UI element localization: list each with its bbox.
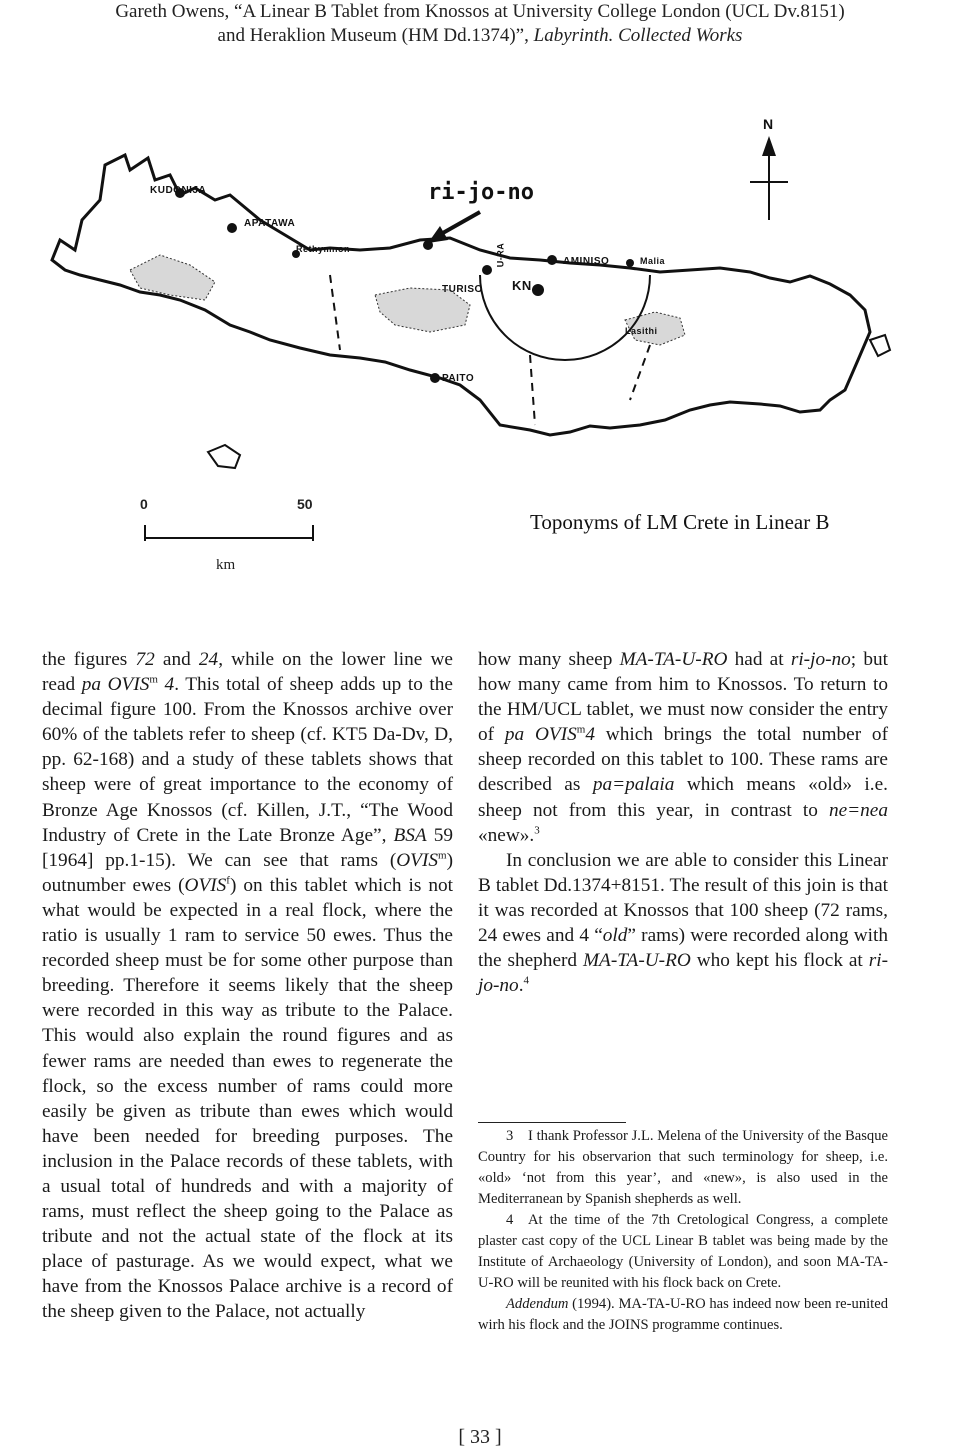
map-label-ura: U-RA: [495, 242, 506, 268]
map-label-kudonija: KUDONIJA: [150, 185, 207, 196]
map-label-paito: PAITO: [442, 373, 475, 384]
map-caption: Toponyms of LM Crete in Linear B: [530, 510, 830, 534]
left-column: [42, 647, 453, 1325]
footnote-addendum: Addendum (1994). MA-TA-U-RO has indeed now been re-united wirh his flock and the JOINS programme continues.: [478, 1296, 888, 1333]
map-label-turiso: TURISO: [442, 284, 483, 295]
site-dot-apatawa: [227, 223, 237, 233]
footnote-3-number: 3: [506, 1128, 514, 1144]
running-head: [0, 0, 960, 48]
running-head-line2: and Heraklion Museum (HM Dd.1374)”, Labyrinth. Collected Works: [217, 25, 743, 46]
footnote-ref-3[interactable]: 3: [534, 824, 540, 837]
right-paragraph-2: In conclusion we are able to consider this Linear B tablet Dd.1374+8151. The result of this join is that it was recorded at Knossos that 100 sheep (72 rams, 24 ewes and 4 “old” rams) were recorded along with the shepherd MA-TA-U-RO who kept his flock at ri-jo-no.$^4$: [478, 849, 888, 997]
map-label-lasithi: Lasithi: [625, 326, 658, 336]
site-dot-aminiso: [547, 255, 557, 265]
scale-unit-label: km: [216, 557, 236, 573]
island-gavdos: [208, 445, 240, 468]
site-dot-paito: [430, 373, 440, 383]
site-dot-turiso: [482, 265, 492, 275]
map-label-aminiso: AMINISO: [563, 256, 610, 267]
left-paragraph: the figures 72 and 24, while on the lower line we read pa OVIS$^m$ 4. This total of sheep adds up to the decimal figure 100. From the Knossos archive over 60% of the tablets refer to sheep (cf. KT5 Da-Dv, D, pp. 62-168) and a study of these tablets shows that sheep were of great importance to the economy of Bronze Age Knossos (cf. Killen, J.T., “The Wood Industry of Crete in the Late Bronze Age”, BSA 59 [1964] pp.1-15). We can see that rams (OVIS$^m$) outnumber ewes (OVIS$^f$) on this tablet which is not what would be expected in a real flock, where the ratio is usually 1 ram to service 50 ewes. Thus the recorded sheep must be for some other purpose than breeding. Therefore it seems likely that the sheep were recorded in this way as tribute to the Palace. This would also explain the round figures and as fewer rams are needed than ewes to regenerate the flock, so the excess number of rams could more easily be given as tribute than ewes which would have been needed for breeding purposes. The inclusion in the Palace records of these tablets, with a usual total of hundreds and with a majority of rams, must reflect the sheep going to the Palace as tribute and not the actual state of the flock at its place of pasturage. As we would expect, what we have from the Knossos Palace archive is a record of the sheep given to the Palace, not actually: [42, 649, 453, 1323]
map-label-rijono: ri-jo-no: [428, 180, 534, 205]
running-head-line1: Gareth Owens, “A Linear B Tablet from Knossos at University College London (UCL Dv.8151): [115, 1, 845, 22]
site-dot-knossos: [532, 284, 544, 296]
scale-label-zero: 0: [140, 496, 148, 512]
journal-title: Labyrinth. Collected Works: [533, 25, 743, 46]
footnote-4: 4 At the time of the 7th Cretological Congress, a complete plaster cast copy of the UCL Linear B tablet was being made by the Institute of Archaeology (University of London), and soon MA-TA-U-RO will be reunited with his flock back on Crete.: [478, 1212, 888, 1291]
scale-bar-icon: [145, 525, 313, 541]
north-label: N: [763, 116, 774, 132]
footnotes: [478, 1126, 888, 1336]
island-east: [870, 335, 890, 356]
knossos-territory-circle: [480, 275, 650, 360]
map-label-apatawa: APATAWA: [244, 218, 296, 229]
scale-label-fifty: 50: [297, 496, 313, 512]
page-number: [ 33 ]: [458, 1426, 502, 1448]
crete-map-figure: [30, 100, 950, 600]
footnote-4-number: 4: [506, 1212, 514, 1228]
footnote-ref-4[interactable]: 4: [523, 974, 530, 987]
north-arrow-icon: [750, 136, 788, 220]
map-label-malia: Malia: [640, 256, 666, 266]
boundary-line-3: [630, 345, 650, 400]
right-column: [478, 647, 888, 998]
footnote-3: 3 I thank Professor J.L. Melena of the University of the Basque Country for his observarion that such terminology for sheep, i.e. «old» ‘not from this year’, and «new», is also used in the Mediterranean by Spanish shepherds as well.: [478, 1128, 888, 1207]
footnote-separator: [478, 1122, 626, 1123]
map-label-knossos: KN: [512, 278, 532, 293]
boundary-line-2: [530, 355, 535, 425]
boundary-line-1: [330, 275, 340, 350]
map-label-rethymnon: Rethymnon: [296, 244, 350, 254]
site-dot-malia: [626, 259, 634, 267]
right-paragraph-1: how many sheep MA-TA-U-RO had at ri-jo-no; but how many came from him to Knossos. To return to the HM/UCL tablet, we must now consider the entry of pa OVIS$^m$4 which brings the total number of sheep recorded on this tablet to 100. These rams are described as pa=palaia which means «old» i.e. sheep not from this year, in contrast to ne=nea «new».$^3$: [478, 649, 889, 846]
